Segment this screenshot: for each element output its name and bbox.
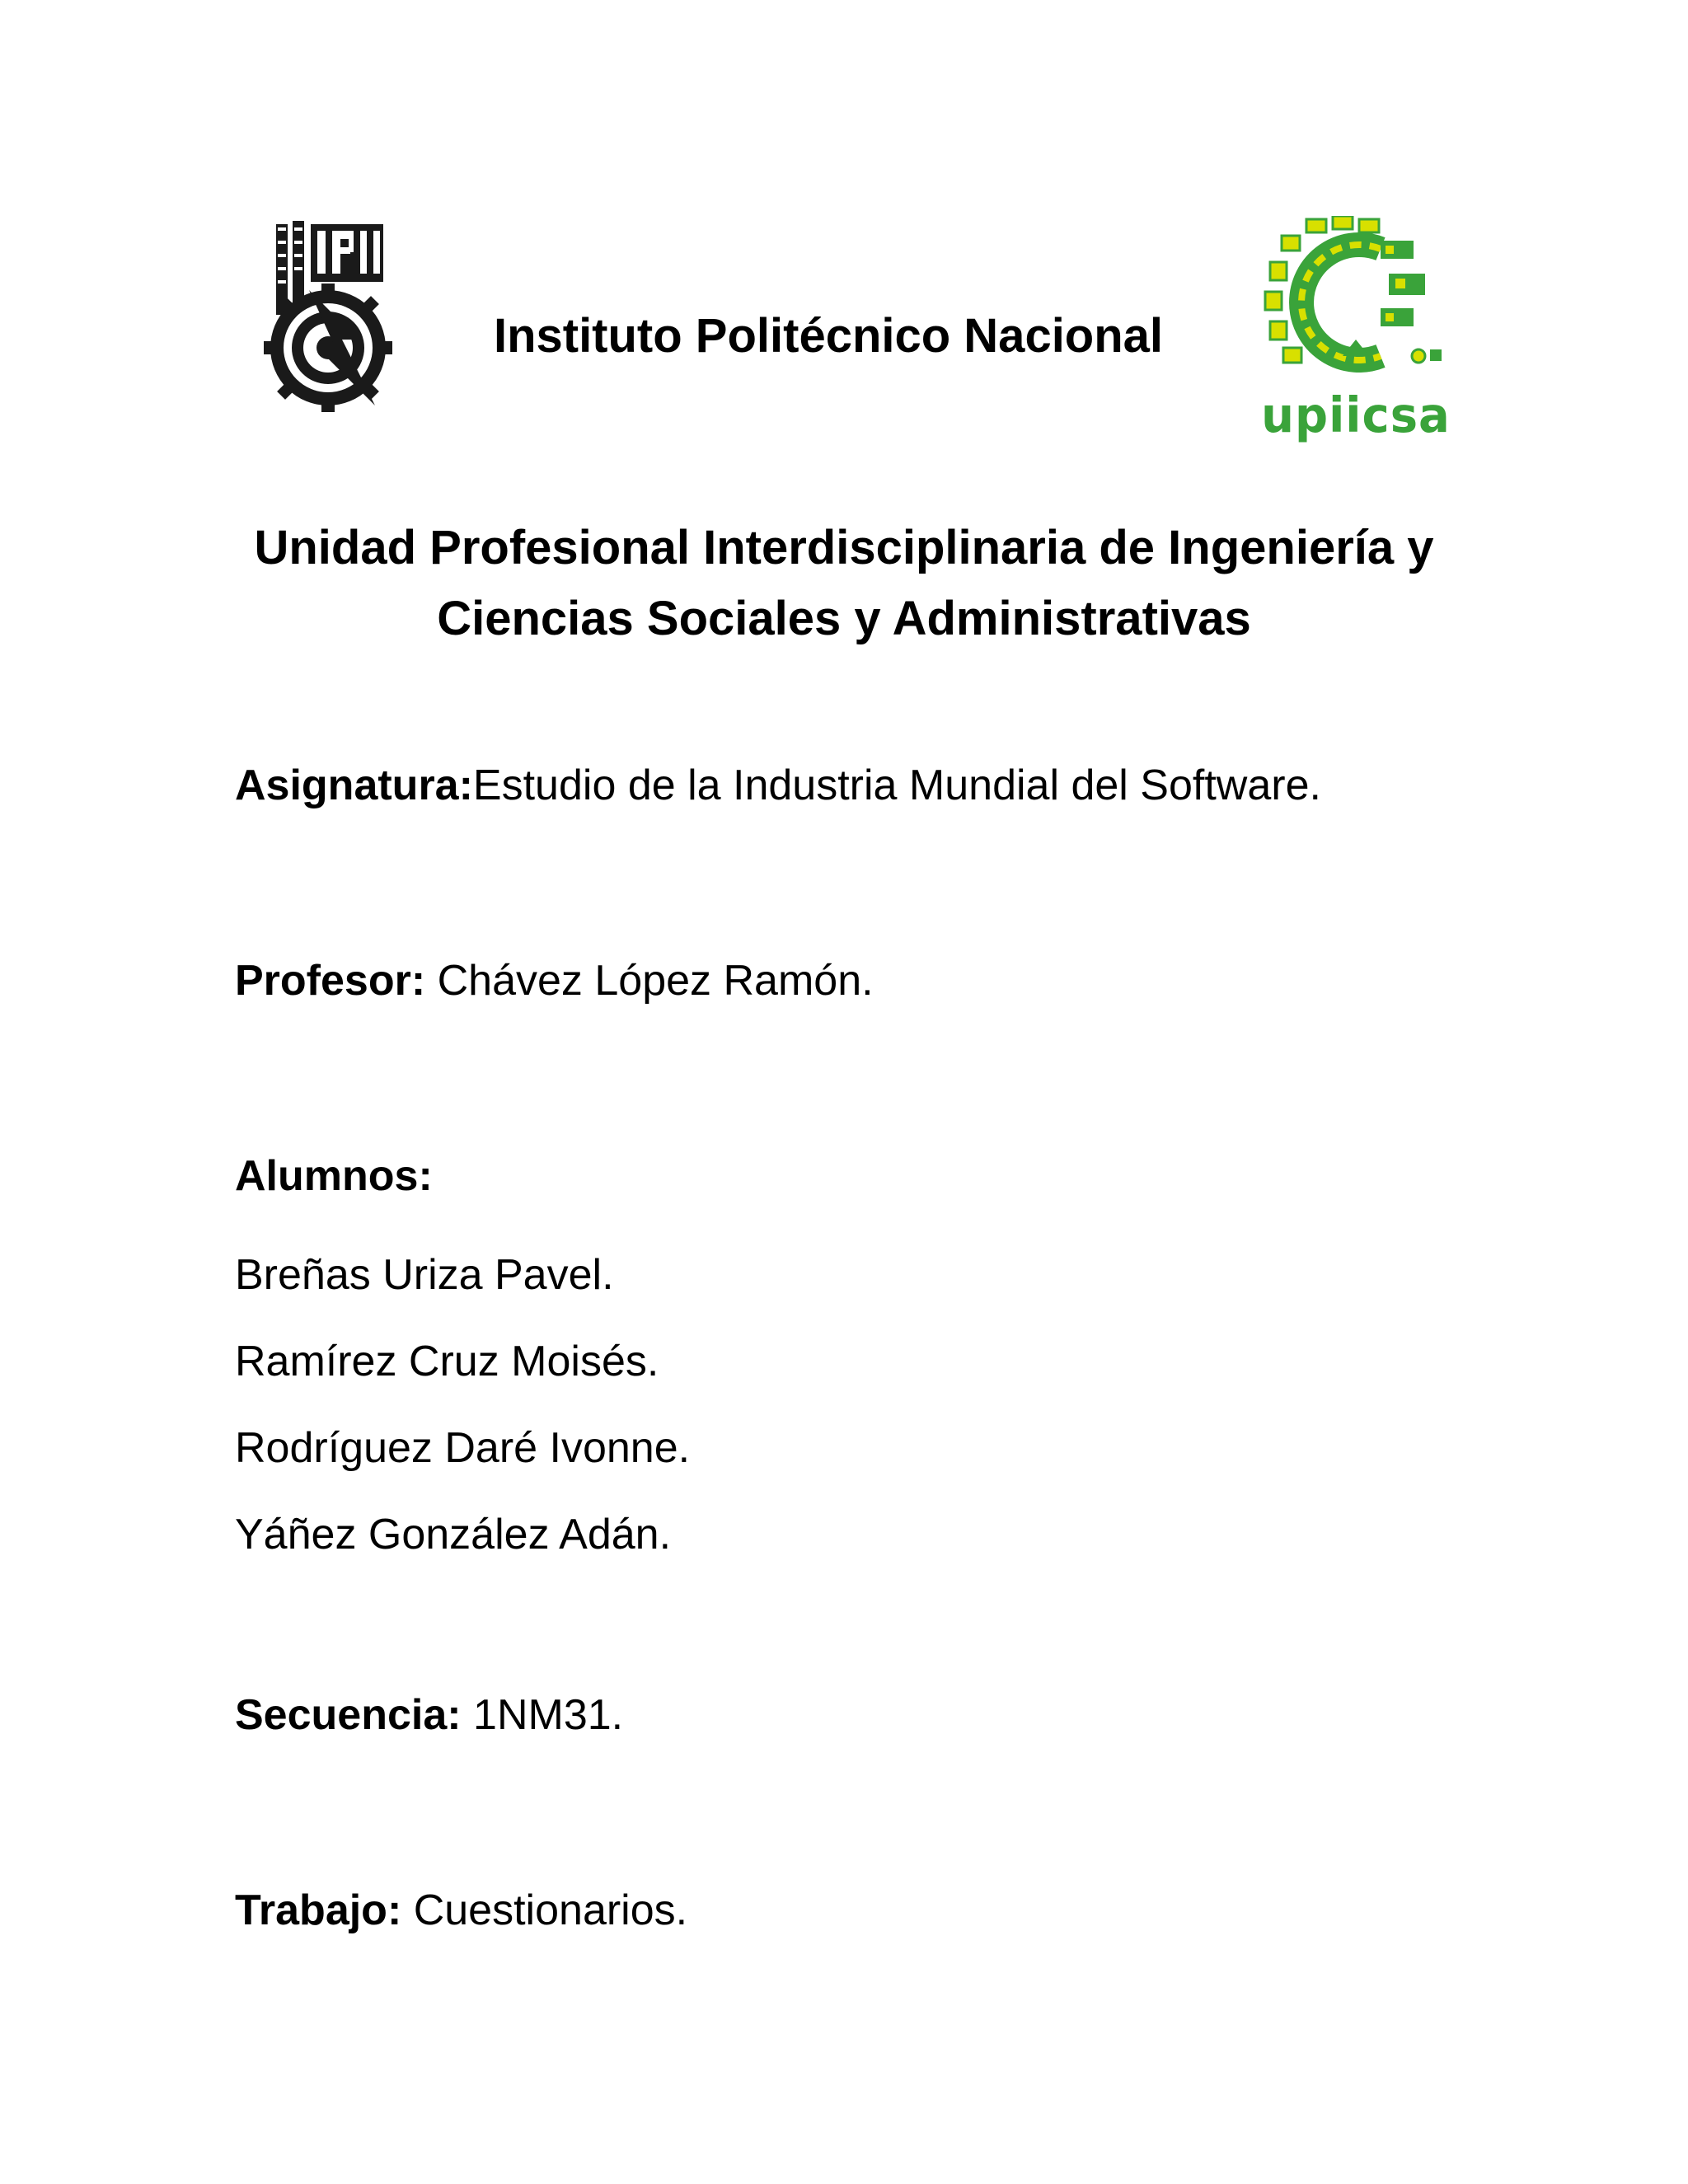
upiicsa-emblem-icon bbox=[1257, 216, 1455, 389]
upiicsa-logo-text: upiicsa bbox=[1261, 387, 1451, 444]
ipn-seal-icon bbox=[260, 216, 396, 430]
upiicsa-logo bbox=[1257, 216, 1455, 447]
student-item: Rodríguez Daré Ivonne. bbox=[235, 1424, 691, 1472]
secuencia-label: Secuencia: bbox=[235, 1691, 462, 1739]
trabajo-value: Cuestionarios. bbox=[401, 1886, 688, 1934]
profesor-field bbox=[235, 952, 874, 1010]
unit-title-line-2: Ciencias Sociales y Administrativas bbox=[437, 592, 1251, 645]
trabajo-field bbox=[235, 1882, 687, 1939]
student-item: Ramírez Cruz Moisés. bbox=[235, 1338, 659, 1385]
asignatura-field bbox=[235, 757, 1321, 814]
student-item: Breñas Uriza Pavel. bbox=[235, 1251, 614, 1299]
ipn-logo bbox=[260, 216, 396, 430]
student-item: Yáñez González Adán. bbox=[235, 1511, 672, 1558]
profesor-label: Profesor: bbox=[235, 957, 426, 1005]
trabajo-label: Trabajo: bbox=[235, 1886, 402, 1934]
institution-title: Instituto Politécnico Nacional bbox=[493, 309, 1164, 363]
profesor-value: Chávez López Ramón. bbox=[425, 957, 874, 1005]
secuencia-field bbox=[235, 1686, 623, 1744]
alumnos-label: Alumnos: bbox=[235, 1152, 433, 1200]
alumnos-field bbox=[235, 1147, 433, 1205]
unit-title bbox=[165, 513, 1523, 654]
asignatura-label: Asignatura: bbox=[235, 762, 473, 809]
asignatura-value: Estudio de la Industria Mundial del Software. bbox=[472, 762, 1321, 809]
secuencia-value: 1NM31. bbox=[461, 1691, 624, 1739]
unit-title-line-1: Unidad Profesional Interdisciplinaria de Ingeniería y bbox=[254, 521, 1434, 574]
